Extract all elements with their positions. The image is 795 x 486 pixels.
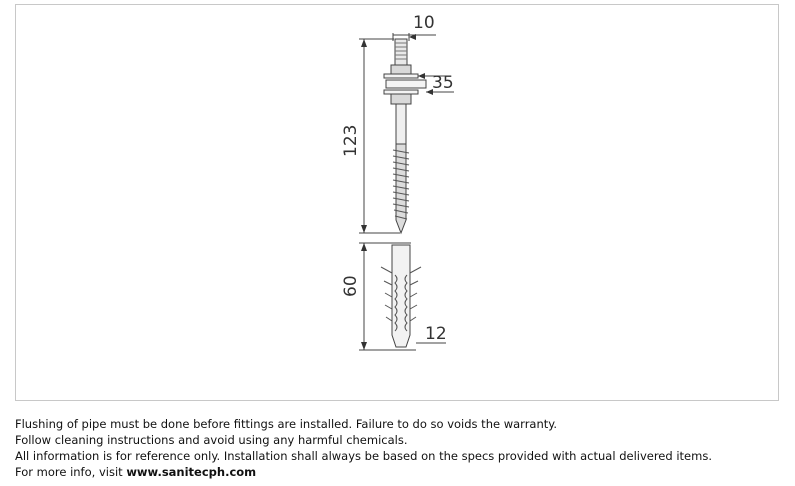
mounting-plate xyxy=(386,80,426,88)
note-flushing: Flushing of pipe must be done before fittings are installed. Failure to do so voids the warranty. xyxy=(15,417,558,431)
upper-washer xyxy=(384,74,418,78)
lower-washer xyxy=(384,90,418,94)
wall-plug xyxy=(392,245,410,347)
dim-label-screw-length: 123 xyxy=(341,124,361,157)
dim-label-plug-diameter: 12 xyxy=(425,324,447,344)
lower-nut xyxy=(391,94,411,104)
hanger-bolt-drawing xyxy=(16,5,780,402)
note-reference: All information is for reference only. Installation shall always be based on the specs provided with actual delivered items. xyxy=(15,449,712,463)
note-more-info xyxy=(15,464,785,480)
note-more-info-prefix: For more info, visit xyxy=(15,465,127,479)
dim-label-top-width: 10 xyxy=(413,13,435,33)
dim-label-plate-width: 35 xyxy=(432,73,454,93)
technical-drawing-frame xyxy=(15,4,779,401)
website-link[interactable]: www.sanitecph.com xyxy=(126,465,257,479)
dim-label-plug-length: 60 xyxy=(341,275,361,297)
upper-nut xyxy=(391,65,411,74)
bolt-shank xyxy=(396,104,406,144)
installation-notes xyxy=(15,416,785,480)
note-cleaning: Follow cleaning instructions and avoid using any harmful chemicals. xyxy=(15,433,408,447)
